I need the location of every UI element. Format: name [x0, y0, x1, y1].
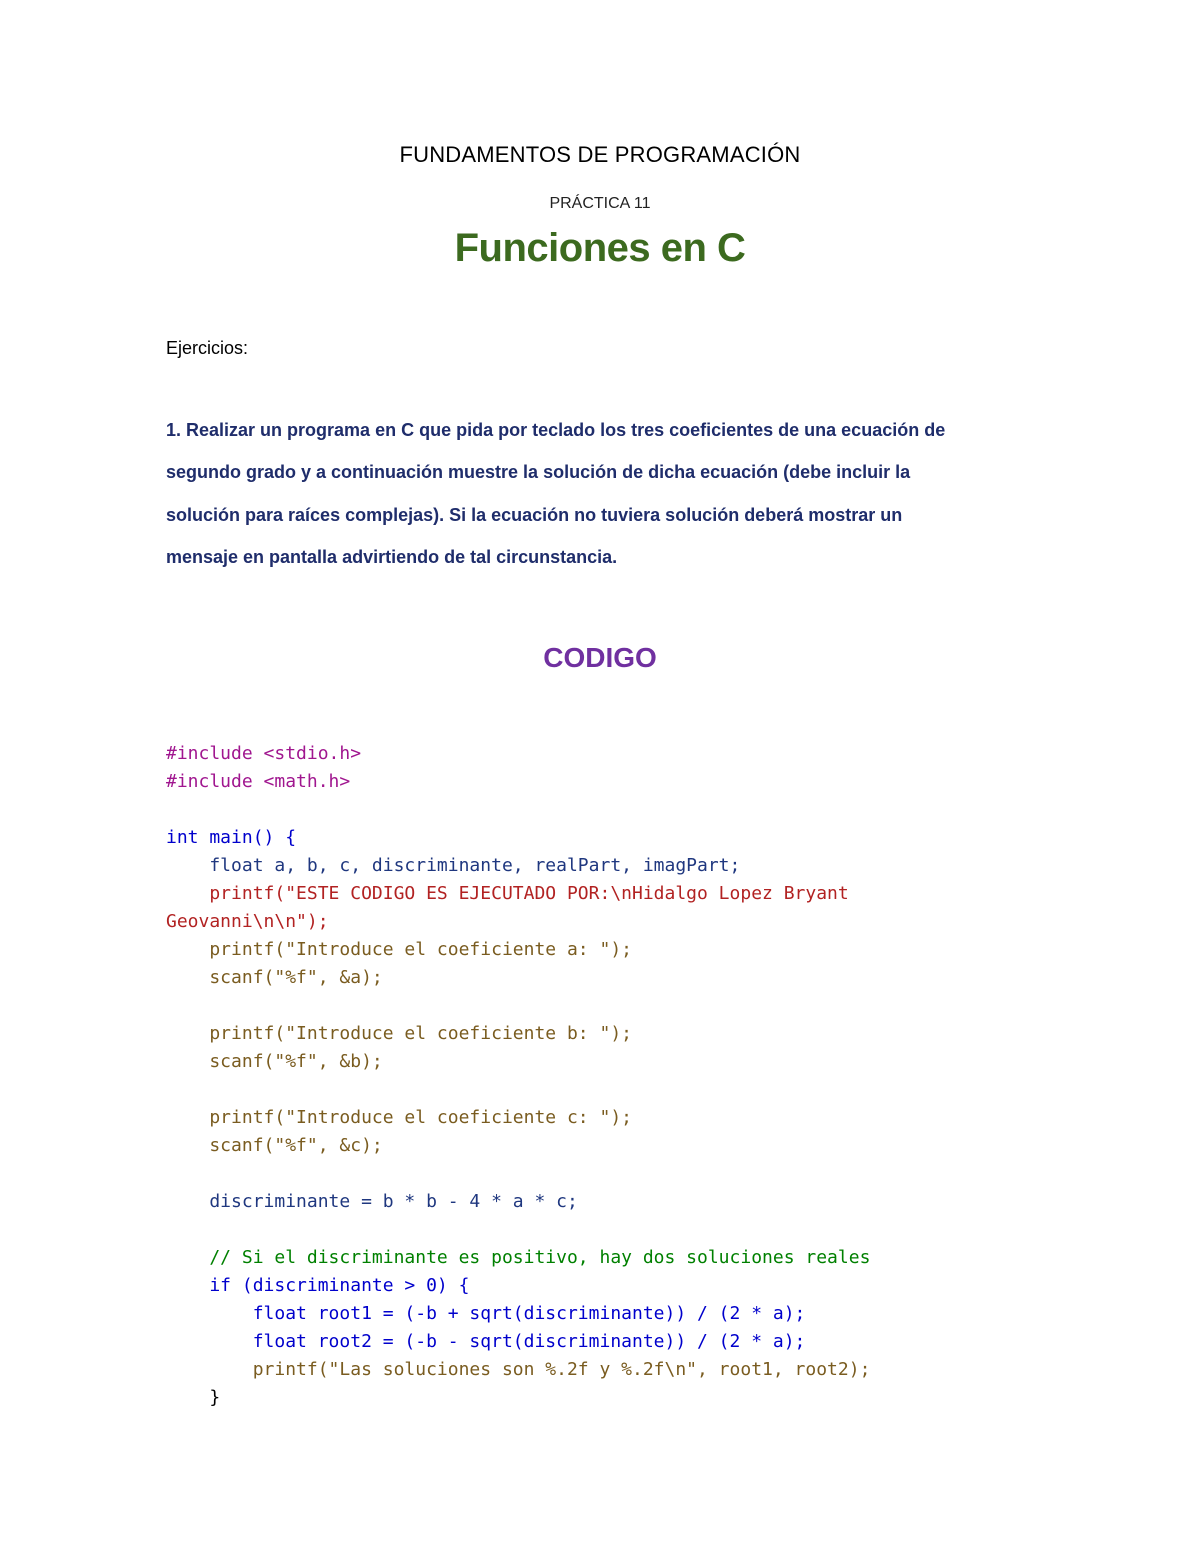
code-line-scanf-a: scanf("%f", &a);	[166, 967, 383, 988]
code-heading: CODIGO	[543, 642, 657, 673]
code-line-if: if (discriminante > 0) {	[166, 1275, 470, 1296]
code-line-discriminant: discriminante = b * b - 4 * a * c;	[166, 1191, 578, 1212]
exercise-line: solución para raíces complejas). Si la ecuación no tuviera solución deberá mostrar un	[166, 505, 903, 525]
code-line-printf-c: printf("Introduce el coeficiente c: ");	[166, 1107, 632, 1128]
document-title: FUNDAMENTOS DE PROGRAMACIÓN	[399, 142, 801, 167]
practice-heading: Funciones en C	[454, 226, 746, 270]
code-line-comment: // Si el discriminante es positivo, hay dos soluciones reales	[166, 1247, 871, 1268]
code-line-printf-roots: printf("Las soluciones son %.2f y %.2f\n", root1, root2);	[166, 1359, 871, 1380]
code-line-printf-a: printf("Introduce el coeficiente a: ");	[166, 939, 632, 960]
code-line-printf-author: printf("ESTE CODIGO ES EJECUTADO POR:\nHidalgo Lopez Bryant	[166, 883, 849, 904]
code-line-scanf-b: scanf("%f", &b);	[166, 1051, 383, 1072]
code-line-main-signature: int main() {	[166, 827, 297, 848]
code-line-close-brace: }	[166, 1387, 221, 1408]
code-line-root2: float root2 = (-b - sqrt(discriminante)) / (2 * a);	[166, 1331, 806, 1352]
code-line-printf-author-cont: Geovanni\n\n");	[166, 911, 329, 932]
exercise-line: mensaje en pantalla advirtiendo de tal circunstancia.	[166, 547, 618, 567]
code-line-root1: float root1 = (-b + sqrt(discriminante)) / (2 * a);	[166, 1303, 806, 1324]
practice-number: PRÁCTICA 11	[549, 195, 651, 212]
exercises-label: Ejercicios:	[166, 338, 249, 358]
code-line-include-stdio: #include <stdio.h>	[166, 743, 362, 764]
code-line-scanf-c: scanf("%f", &c);	[166, 1135, 383, 1156]
code-line-printf-b: printf("Introduce el coeficiente b: ");	[166, 1023, 632, 1044]
exercise-line: 1. Realizar un programa en C que pida por teclado los tres coeficientes de una ecuación de	[166, 420, 946, 440]
code-line-declarations: float a, b, c, discriminante, realPart, imagPart;	[166, 855, 741, 876]
exercise-line: segundo grado y a continuación muestre la solución de dicha ecuación (debe incluir la	[166, 462, 911, 482]
code-line-include-math: #include <math.h>	[166, 771, 351, 792]
